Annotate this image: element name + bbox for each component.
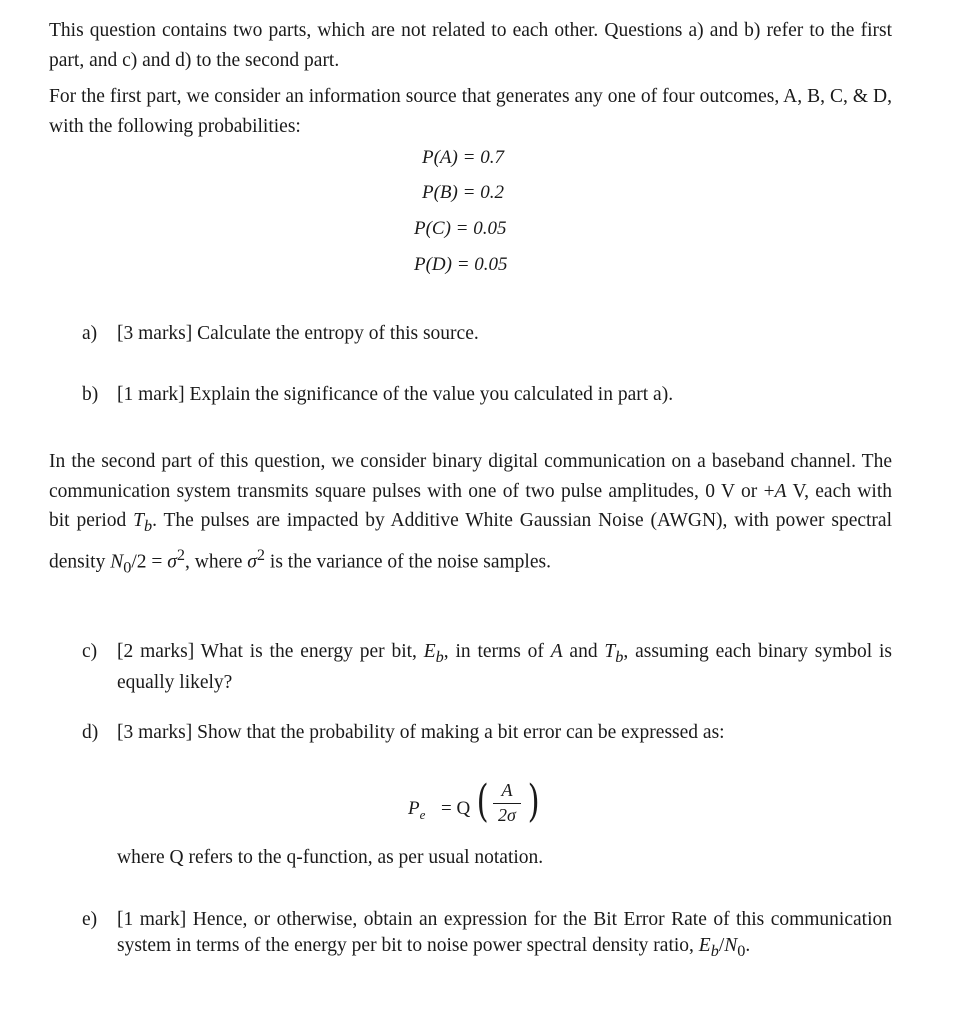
question-page: This question contains two parts, which are not related to each other. Questions a) and b) refer to the first part, and c) and d) to the second part. For the first part, we consider an information source that generates any one of four outcomes, A, B, C, & D, with the following probabilities: P(A) = 0.7 P(B) = 0.2 P(C) = 0.05 P(D) = 0.05 a) [3 marks] Calculate the entropy of this source. b) [1 mark] Explain the significance of the value you calculated in part a). In the second part of this question, we consider binary digital communication on a baseband channel. The communication system transmits square pulses with one of two pulse amplitudes, 0 V or +A V, each with bit period $T_b$. The pulses are impacted by Additive White Gaussian Noise (AWGN), with power spectral density $N_0/2 = \sigma^2$, where $\sigma^2$ is the variance of the noise samples. c) [2 marks] What is the energy per bit, $E_b$, in terms of A and $T_b$, assuming each binary symbol is equally likely? d) [3 marks] Show that the probability of making a bit error can be expressed as: $P_e$ = Q ( ) A 2σ where Q refers to the q-function, as per usual notation. e) [1 mark] Hence, or otherwise, obtain an expression for the Bit Error Rate of this communication system in terms of the energy per bit to noise power spectral density ratio, $E_b/N_0$.: [0, 0, 961, 1024]
question-e: e) [1 mark] Hence, or otherwise, obtain an expression for the Bit Error Rate of this communication system in terms of the energy per bit to noise power spectral density ratio, $E_b/N_0$.: [82, 909, 892, 960]
formula-lhs: $P_e$: [408, 798, 426, 822]
formula-denominator: 2σ: [498, 805, 516, 825]
question-d-label: d): [82, 722, 99, 743]
question-d-text: [3 marks] Show that the probability of making a bit error can be expressed as:: [117, 722, 725, 743]
probability-a: P(A) = 0.7: [422, 147, 504, 168]
question-b-label: b): [82, 384, 99, 405]
question-c-text-2: assuming each binary symbol is equally likely?: [117, 641, 893, 693]
question-b-text: [1 mark] Explain the significance of the value you calculated in part a).: [117, 384, 674, 405]
probability-d: P(D) = 0.05: [414, 254, 508, 275]
fraction-bar: [493, 803, 521, 804]
part2-text-4: , where: [185, 551, 248, 573]
formula-fraction: [493, 780, 521, 826]
part2-text-5: is the variance of the noise samples.: [265, 551, 551, 573]
question-a-text: [3 marks] Calculate the entropy of this source.: [117, 323, 479, 344]
formula-note: where Q refers to the q-function, as per usual notation.: [117, 847, 544, 868]
question-c: c) [2 marks] What is the energy per bit, $E_b$, in terms of A and $T_b$, assuming each binary symbol is equally likely?: [82, 641, 893, 693]
formula-eq: = Q: [441, 798, 471, 819]
part1-intro-paragraph: For the first part, we consider an information source that generates any one of four outcomes, A, B, C, & D, with the following probabilities:: [49, 86, 892, 137]
question-a-label: a): [82, 323, 98, 344]
probability-b: P(B) = 0.2: [422, 182, 504, 203]
part2-paragraph: In the second part of this question, we consider binary digital communication on a baseband channel. The communication system transmits square pulses with one of two pulse amplitudes, 0 V or +A V, each with bit period $T_b$. The pulses are impacted by Additive White Gaussian Noise (AWGN), with power spectral density $N_0/2 = \sigma^2$, where $\sigma^2$ is the variance of the noise samples.: [49, 451, 892, 577]
question-a: [82, 321, 892, 347]
part2-text-3: . The pulses are impacted by Additive White Gaussian Noise (AWGN), with power spectral density: [49, 510, 892, 573]
formula-numerator: A: [501, 780, 513, 800]
question-c-label: c): [82, 641, 98, 662]
question-e-label: e): [82, 909, 98, 930]
part2-text-1: In the second part of this question, we consider binary digital communication on a baseband channel. The communication system transmits square pulses with one of two pulse amplitudes, 0 V or +: [49, 451, 892, 502]
question-b: [82, 382, 892, 408]
intro-paragraph: This question contains two parts, which are not related to each other. Questions a) and b) refer to the first part, and c) and d) to the second part.: [49, 20, 892, 71]
question-e-text: [1 mark] Hence, or otherwise, obtain an expression for the Bit Error Rate of this communication system in terms of the energy per bit to noise power spectral density ratio,: [117, 909, 892, 956]
part2-text-2: V, each with bit period: [49, 480, 892, 531]
question-c-text-1: [2 marks] What is the energy per bit,: [117, 641, 417, 662]
probability-c: P(C) = 0.05: [414, 218, 507, 239]
question-d: [82, 720, 892, 746]
